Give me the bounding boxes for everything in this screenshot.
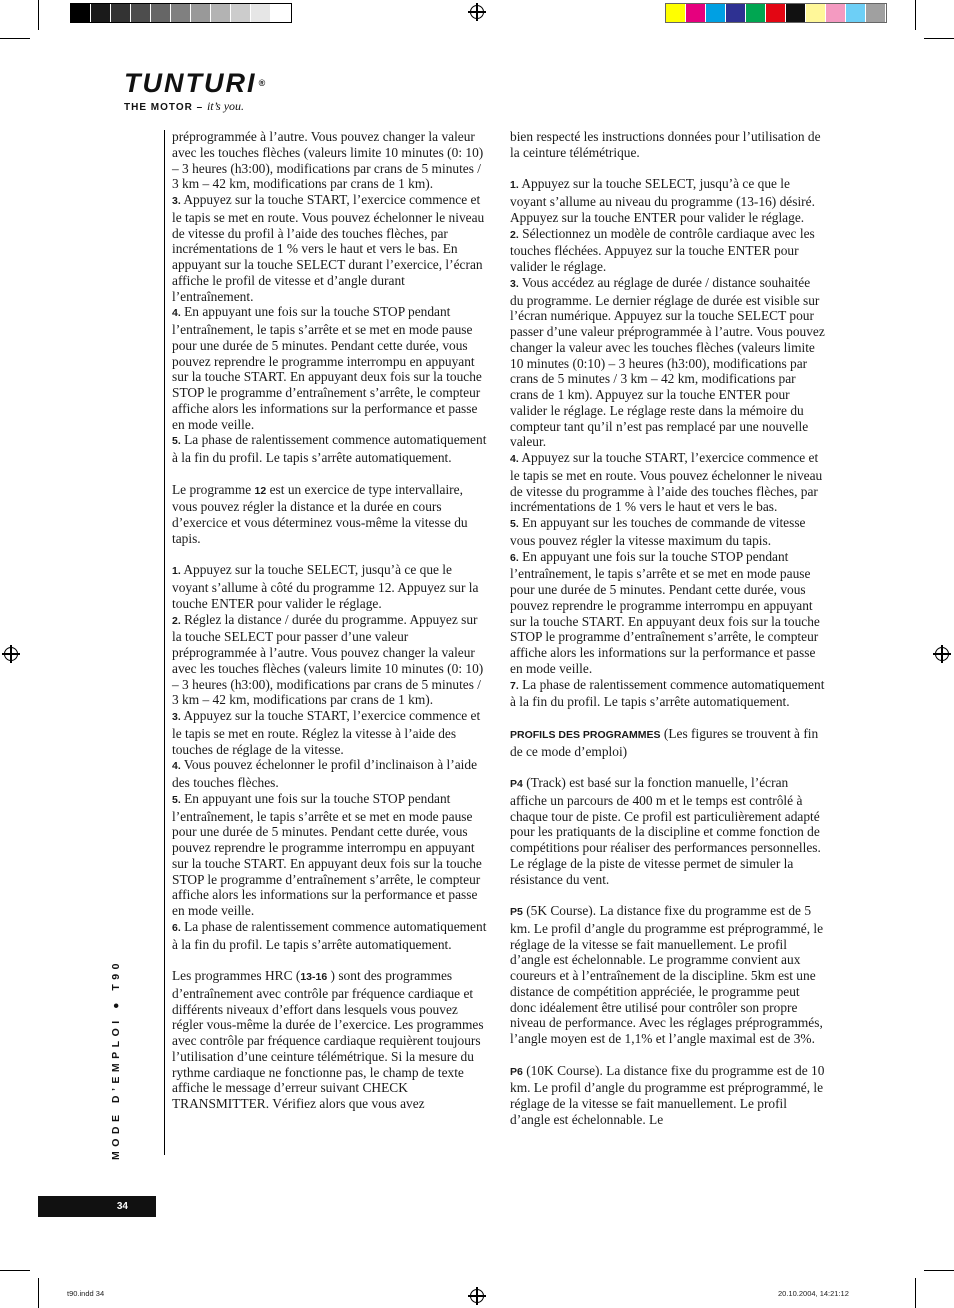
registration-mark-icon [470, 5, 484, 19]
paragraph-gap [172, 466, 487, 482]
paragraph [510, 903, 826, 1047]
step-marker: 2. [510, 228, 519, 241]
registered-mark: ® [258, 78, 268, 88]
paragraph-text: Appuyez sur la touche START, l’exercice commence et le tapis se met en route. Vous pouvez échelonner le niveau de vitesse du programme à l’aide des touches flèches, par incrémentations de 1 % vers le haut et vers le bas. [510, 450, 823, 515]
paragraph [510, 726, 826, 760]
color-swatch [686, 4, 706, 22]
paragraph-text: (10K Course). La distance fixe du programme est de 10 km. Le profil d’angle du programme est préprogrammé, le réglage de la vitesse se fait manuellement. Le profil d’angle est échelonnable. Le [510, 1062, 825, 1127]
paragraph-text: Sélectionnez un modèle de contrôle cardiaque avec les touches fléchées. Appuyez sur la touche ENTER pour valider le réglage. [510, 225, 815, 274]
brand-name: TUNTURI [124, 68, 257, 98]
margin-rule [164, 130, 165, 1155]
step-marker: 3. [172, 195, 181, 207]
step-marker: 13-16 [300, 971, 328, 983]
paragraph-text: Appuyez sur la touche START, l’exercice commence et le tapis se met en route. Vous pouvez échelonner le niveau de vitesse du profil à l’aide des touches flèches, par incrémentations de 1 % vers le haut et vers le bas. En appuyant sur la touche SELECT durant l’exercice, l’écran affiche le profil de vitesse et d’angle durant l’entraînement. [172, 192, 485, 304]
step-marker: 2. [172, 614, 181, 627]
step-marker: 7. [510, 679, 519, 692]
paragraph-text: En appuyant sur les touches de commande de vitesse vous pouvez régler la vitesse maximum du tapis. [510, 515, 806, 548]
crop-mark [38, 1278, 39, 1308]
color-swatch [846, 4, 866, 22]
registration-mark-icon [4, 647, 18, 661]
paragraph [172, 612, 487, 709]
tunturi-logo [124, 70, 267, 114]
color-strip [665, 3, 887, 23]
paragraph-text: ) sont des programmes d’entraînement avec contrôle par fréquence cardiaque et différents niveaux d’effort dans lesquels vous pouvez régler vous-même la durée de l’exercice. Les programmes avec contrôle par fréquence cardiaque requièrent toujours l’utilisation d’une ceinture télémétrique. Si la mesure du rythme cardiaque ne fonctionne pas, le champ de texte affiche le message d’erreur suivant CHECK TRANSMITTER. Vérifiez alors que vous avez [172, 968, 484, 1111]
paragraph-text: préprogrammée à l’autre. Vous pouvez changer la valeur avec les touches flèches (valeurs limite 10 minutes (0: 10) – 3 heures (h3:00), modifications par crans de 5 minutes / 3 km – 42 km, modifications par crans de 1 km). [172, 129, 484, 192]
paragraph-text: est un exercice de type intervallaire, vous pouvez régler la distance et la durée en cours d’exercice et vous déterminez vous-même la vitesse du tapis. [172, 481, 468, 546]
color-swatch [866, 4, 886, 22]
crop-mark [38, 0, 39, 30]
paragraph [172, 129, 487, 192]
step-marker: 5. [172, 435, 181, 448]
text-column-left [172, 129, 487, 1112]
page-number: 34 [38, 1196, 156, 1217]
paragraph [172, 432, 487, 466]
paragraph-text: En appuyant une fois sur la touche STOP pendant l’entraînement, le tapis s’arrête et se met en mode pause pour une durée de 5 minutes. Pendant cette durée, vous pouvez reprendre le programme interrompu en appuyant sur la touche START. En appuyant deux fois sur la touche STOP le programme d’entraînement s’arrête, le compteur affiche alors les informations sur la performance et passe en mode veille. [510, 548, 820, 676]
gray-swatch [171, 4, 191, 22]
gray-swatch [271, 4, 291, 22]
paragraph [172, 192, 487, 304]
color-swatch [806, 4, 826, 22]
step-marker: 4. [172, 307, 181, 320]
footer-file: t90.indd 34 [67, 1289, 105, 1298]
paragraph-lead: Le programme [172, 481, 255, 497]
paragraph-gap [172, 952, 487, 968]
paragraph-text: Vous accédez au réglage de durée / distance souhaitée du programme. Le dernier réglage de durée est visible sur l’écran numérique. Appuyez sur la touche SELECT pour passer d’une valeur préprogrammée à l’autre. Vous pouvez changer la valeur avec les touches flèches (valeurs limite 10 minutes (0:10) – 3 heures (h3:00), modifications par crans de 5 minutes / 3 km – 42 km, modifications par crans de 1 km). Appuyez sur la touche ENTER pour valider le réglage. Le réglage reste dans la mémoire du compteur tant qu’il n’est pas remplacé par une nouvelle valeur. [510, 274, 825, 450]
paragraph-text: (Track) est basé sur la fonction manuelle, l’écran affiche un parcours de 400 m et le temps est contrôlé à chaque tour de piste. Ce profil est particulièrement adapté pour les pratiquants de la discipline et comme fonction de compétitions pour réaliser des performances personnelles. Le réglage de la piste de vitesse permet de simuler la résistance du vent. [510, 775, 821, 887]
paragraph-gap [510, 161, 826, 177]
paragraph-gap [510, 887, 826, 903]
crop-mark [0, 38, 30, 39]
step-marker: 4. [510, 453, 519, 465]
paragraph-gap [510, 1047, 826, 1063]
paragraph-text: (Les figures se trouvent à fin de ce mode d’emploi) [510, 725, 819, 759]
gray-swatch [91, 4, 111, 22]
gray-swatch [231, 4, 251, 22]
gray-swatch [151, 4, 171, 22]
paragraph-text: (5K Course). La distance fixe du programme est de 5 km. Le profil d’angle du programme est préprogrammé, le réglage de la vitesse se fait manuellement. Le profil d’angle est échelonnable. Le programme convient aux coureurs et à l’entraînement de la discipline. 5km est une distance de compétition appréciée, le programme peut donc idéalement être utilisé pour contrôler son propre niveau de performance. Avec les réglages préprogrammés, l’angle moyen est de 1,1% et l’angle maximal est de 3%. [510, 903, 824, 1046]
brand-tagline: THE MOTOR – it’s you. [124, 99, 245, 113]
gray-swatch [71, 4, 91, 22]
crop-mark [924, 38, 954, 39]
paragraph [510, 129, 826, 161]
paragraph [510, 450, 826, 515]
paragraph-text: En appuyant une fois sur la touche STOP pendant l’entraînement, le tapis s’arrête et se met en mode pause pour une durée de 5 minutes. Pendant cette durée, vous pouvez reprendre le programme interrompu en appuyant sur la touche START. En appuyant deux fois sur la touche STOP le programme d’entraînement s’arrête, le compteur affiche alors les informations sur la performance et passe en mode veille. [172, 790, 482, 918]
step-marker: 6. [172, 921, 181, 934]
step-marker: 5. [172, 793, 181, 806]
color-swatch [826, 4, 846, 22]
step-marker: 1. [172, 565, 181, 578]
paragraph [172, 482, 487, 547]
paragraph [172, 757, 487, 791]
crop-mark [915, 1278, 916, 1308]
crop-mark [0, 1270, 30, 1271]
paragraph [510, 677, 826, 711]
paragraph-text: Vous pouvez échelonner le profil d’inclinaison à l’aide des touches flèches. [172, 757, 478, 790]
paragraph-text: Réglez la distance / durée du programme. Appuyez sur la touche SELECT pour passer d’une valeur préprogrammée à l’autre. Vous pouvez changer la valeur avec les touches flèches (valeurs limite 10 minutes (0: 10) – 3 heures (h3:00), modifications par crans de 5 minutes / 3 km – 42 km, modifications par crans de 1 km). [172, 611, 484, 708]
gray-swatch [251, 4, 271, 22]
color-swatch [726, 4, 746, 22]
paragraph-text: Appuyez sur la touche START, l’exercice commence et le tapis se met en route. Réglez la vitesse à l’aide des touches de réglage de la vitesse. [172, 708, 481, 757]
color-swatch [786, 4, 806, 22]
registration-mark-icon [470, 1289, 484, 1303]
step-marker: 4. [172, 760, 181, 773]
paragraph [510, 226, 826, 275]
paragraph [172, 968, 487, 1112]
paragraph-gap [172, 547, 487, 563]
color-swatch [706, 4, 726, 22]
step-marker: P5 [510, 906, 523, 918]
color-swatch [746, 4, 766, 22]
paragraph-text: bien respecté les instructions données pour l’utilisation de la ceinture télémétrique. [510, 129, 821, 160]
paragraph [172, 708, 487, 757]
paragraph [510, 549, 826, 677]
paragraph [510, 275, 826, 450]
paragraph-gap [510, 759, 826, 775]
paragraph [172, 304, 487, 432]
grayscale-strip [70, 3, 292, 23]
registration-mark-icon [935, 647, 949, 661]
step-marker: 6. [510, 551, 519, 564]
step-marker: 3. [172, 711, 181, 723]
gray-swatch [111, 4, 131, 22]
paragraph [172, 919, 487, 953]
paragraph [510, 1063, 826, 1128]
step-marker: P6 [510, 1065, 523, 1078]
paragraph [510, 775, 826, 887]
crop-mark [924, 1270, 954, 1271]
paragraph-text: En appuyant une fois sur la touche STOP pendant l’entraînement, le tapis s’arrête et se met en mode pause pour une durée de 5 minutes. Pendant cette durée, vous pouvez reprendre le programme interrompu en appuyant sur la touche START. En appuyant deux fois sur la touche STOP le programme d’entraînement s’arrête, le compteur affiche alors les informations sur la performance et passe en mode veille. [172, 304, 482, 432]
step-marker: PROFILS DES PROGRAMMES [510, 728, 661, 741]
step-marker: 1. [510, 179, 519, 192]
color-swatch [666, 4, 686, 22]
paragraph-text: Appuyez sur la touche SELECT, jusqu’à ce que le voyant s’allume à côté du programme 12. Appuyez sur la touche ENTER pour valider le réglage. [172, 562, 479, 611]
footer-timestamp: 20.10.2004, 14:21:12 [778, 1289, 849, 1298]
step-marker: 5. [510, 518, 519, 530]
crop-mark [915, 0, 916, 30]
paragraph [510, 515, 826, 549]
side-label: MODE D’EMPLOI ● T90 [110, 959, 122, 1160]
paragraph [172, 562, 487, 611]
paragraph-text: Appuyez sur la touche SELECT, jusqu’à ce que le voyant s’allume au niveau du programme (13-16) désiré. Appuyez sur la touche ENTER pour valider le réglage. [510, 176, 815, 225]
gray-swatch [191, 4, 211, 22]
paragraph-lead: Les programmes HRC ( [172, 968, 301, 983]
paragraph-text: La phase de ralentissement commence automatiquement à la fin du profil. Le tapis s’arrête automatiquement. [510, 676, 825, 710]
gray-swatch [131, 4, 151, 22]
paragraph-text: La phase de ralentissement commence automatiquement à la fin du profil. Le tapis s’arrête automatiquement. [172, 918, 487, 952]
step-marker: 12 [254, 484, 267, 497]
paragraph [510, 176, 826, 225]
step-marker: P4 [510, 778, 523, 790]
paragraph-text: La phase de ralentissement commence automatiquement à la fin du profil. Le tapis s’arrête automatiquement. [172, 432, 487, 465]
paragraph-gap [510, 710, 826, 726]
step-marker: 3. [510, 277, 519, 290]
color-swatch [766, 4, 786, 22]
gray-swatch [211, 4, 231, 22]
paragraph [172, 791, 487, 919]
text-column-right [510, 129, 826, 1128]
